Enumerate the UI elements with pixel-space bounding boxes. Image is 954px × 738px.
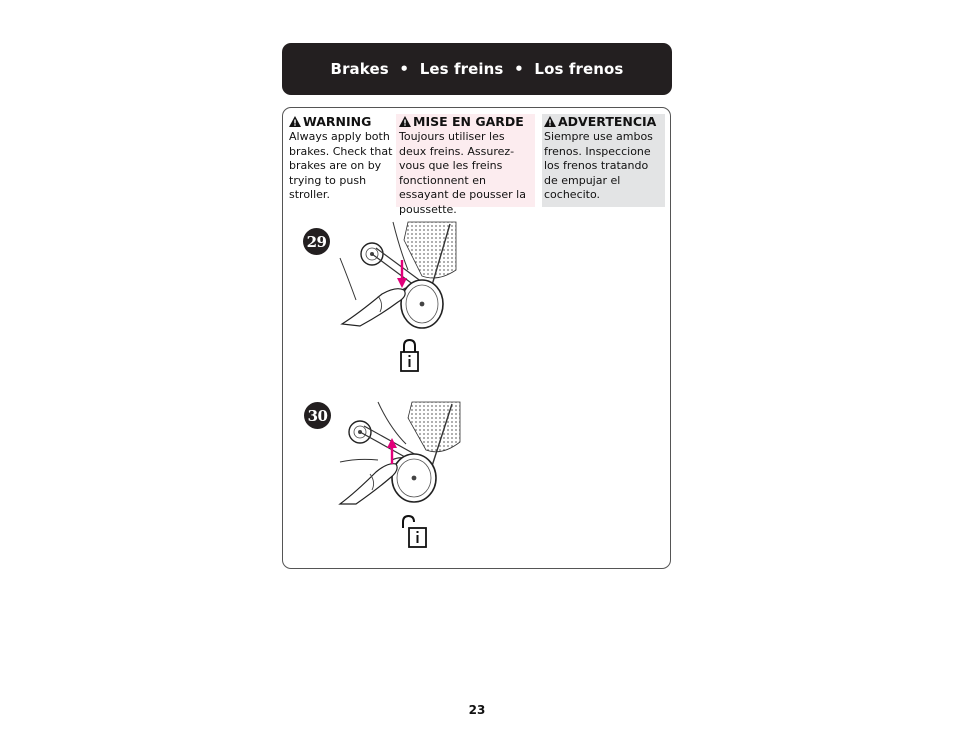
lock-icon <box>400 338 419 372</box>
warning-spanish <box>542 114 665 207</box>
brake-release-illustration <box>338 400 462 508</box>
warning-text-fr: Toujours utiliser les deux freins. Assurez-vous que les freins fonctionnent en essayant de pousser la poussette. <box>399 130 526 216</box>
step-number-29: 29 <box>303 228 330 255</box>
warning-english <box>289 114 393 203</box>
warning-triangle-icon <box>399 116 411 127</box>
section-title: Brakes • Les freins • Los frenos <box>330 60 624 78</box>
warning-triangle-icon <box>544 116 556 127</box>
warning-heading-es: ADVERTENCIA <box>544 114 663 129</box>
section-header <box>282 43 672 95</box>
warning-text-es: Siempre use ambos frenos. Inspeccione los frenos tratando de empujar el cochecito. <box>544 130 653 202</box>
warning-french <box>396 114 535 216</box>
warning-triangle-icon <box>289 116 301 127</box>
step-number-30: 30 <box>304 402 331 429</box>
unlock-icon <box>400 514 428 548</box>
page-number: 23 <box>468 703 486 717</box>
warning-heading-fr: MISE EN GARDE <box>399 114 532 129</box>
brake-lock-illustration <box>338 220 458 332</box>
warning-heading-en: WARNING <box>289 114 393 129</box>
warning-text-en: Always apply both brakes. Check that brakes are on by trying to push stroller. <box>289 130 393 202</box>
